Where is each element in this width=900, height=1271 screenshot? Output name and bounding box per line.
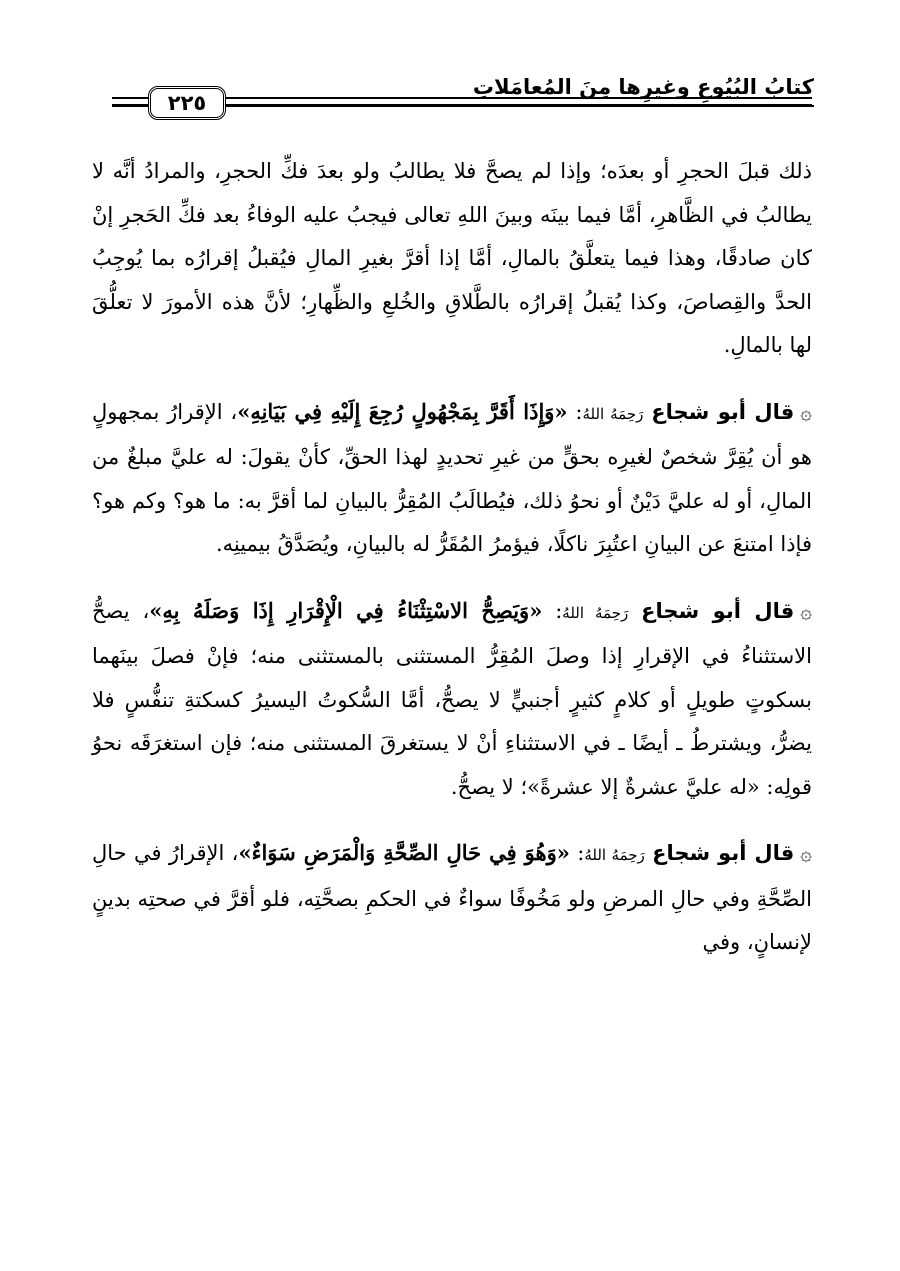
paragraph-3 xyxy=(92,589,812,810)
flower-ornament-icon: ۞ xyxy=(800,598,813,623)
page-number: ٢٢٥ xyxy=(167,90,207,115)
matn-quote: «وَهُوَ فِي حَالِ الصِّحَّةِ وَالْمَرَضِ سَوَاءٌ» xyxy=(238,840,570,865)
book-title: كتابُ البُيُوعِ وغيرِها مِنَ المُعامَلاتِ xyxy=(472,75,814,99)
speaker-name: قال أبو شجاع xyxy=(641,598,795,623)
colon: : xyxy=(575,399,583,424)
speaker-name: قال أبو شجاع xyxy=(651,399,795,424)
page-number-rule-left xyxy=(112,97,148,106)
speaker-name: قال أبو شجاع xyxy=(652,841,795,865)
colon: : xyxy=(555,598,563,623)
page-body xyxy=(92,150,812,965)
matn-quote: «وَإِذَا أَقَرَّ بِمَجْهُولٍ رُجِعَ إِلَيْهِ فِي بَيَانِهِ» xyxy=(237,398,568,424)
page-number-rule-right xyxy=(226,97,812,106)
paragraph-2 xyxy=(92,390,812,567)
honorific: رَحِمَهُ اللهُ xyxy=(582,404,644,423)
paragraph-text: ، يصحُّ الاستثناءُ في الإقرارِ إذا وصلَ المُقِرُّ المستثنى بالمستثنى منه؛ فإنْ فصلَ بينَهما بسكوتٍ طويلٍ أو كلامٍ كثيرٍ أجنبيٍّ لا يصحُّ، أمَّا السُّكوتُ اليسيرُ كسكتةِ تنفُّسٍ فلا يضرُّ، ويشترطُ ـ أيضًا ـ في الاستثناءِ أنْ لا يستغرقَ المستثنى منه؛ فإن استغرَقَه نحوُ قولِه: «له عليَّ عشرةٌ إلا عشرةً»؛ لا يصحُّ. xyxy=(92,598,812,799)
honorific: رَحِمَهُ اللهُ xyxy=(584,846,645,864)
matn-quote: «وَيَصِحُّ الاسْتِثْنَاءُ فِي الْإِقْرَارِ إِذَا وَصَلَهُ بِهِ» xyxy=(149,597,543,623)
paragraph-text: ، الإقرارُ بمجهولٍ هو أن يُقِرَّ شخصٌ لغيرِه بحقٍّ من غيرِ تحديدٍ لهذا الحقِّ، كأنْ يقولَ: له عليَّ مبلغٌ من المالِ، أو له عليَّ دَيْنٌ أو نحوُ ذلك، فيُطالَبُ المُقِرُّ بالبيانِ لما أقرَّ به: ما هو؟ وكم هو؟ فإذا امتنعَ عن البيانِ اعتُبِرَ ناكلًا، فيؤمرُ المُقَرُّ له بالبيانِ، ويُصَدَّقُ بيمينِه. xyxy=(92,399,812,556)
flower-ornament-icon: ۞ xyxy=(800,399,812,424)
flower-ornament-icon: ۞ xyxy=(800,841,812,865)
paragraph-1 xyxy=(92,150,812,368)
paragraph-text: ذلك قبلَ الحجرِ أو بعدَه؛ وإذا لم يصحَّ فلا يطالبُ ولو بعدَ فكِّ الحجرِ، والمرادُ أنَّه لا يطالبُ في الظَّاهرِ، أمَّا فيما بينَه وبينَ اللهِ تعالى فيجبُ عليه الوفاءُ بعد فكِّ الحَجرِ إنْ كان صادقًا، وهذا فيما يتعلَّقُ بالمالِ، أمَّا إذا أقرَّ بغيرِ المالِ فيُقبلُ إقرارُه بما يُوجِبُ الحدَّ والقِصاصَ، وكذا يُقبلُ إقرارُه بالطَّلاقِ والخُلعِ والظِّهارِ؛ لأنَّ هذه الأمورَ لا تعلُّقَ لها بالمالِ. xyxy=(92,159,812,357)
page-number-frame xyxy=(148,86,226,120)
paragraph-4 xyxy=(92,831,812,965)
colon: : xyxy=(577,841,585,865)
paragraph-text: ، الإقرارُ في حالِ الصِّحَّةِ وفي حالِ المرضِ ولو مَخُوفًا سواءٌ في الحكمِ بصحَّتِه، فلو أقرَّ في صحتِه بدينٍ لإنسانٍ، وفي xyxy=(92,841,812,954)
honorific: رَحِمَهُ اللهُ xyxy=(562,603,629,622)
